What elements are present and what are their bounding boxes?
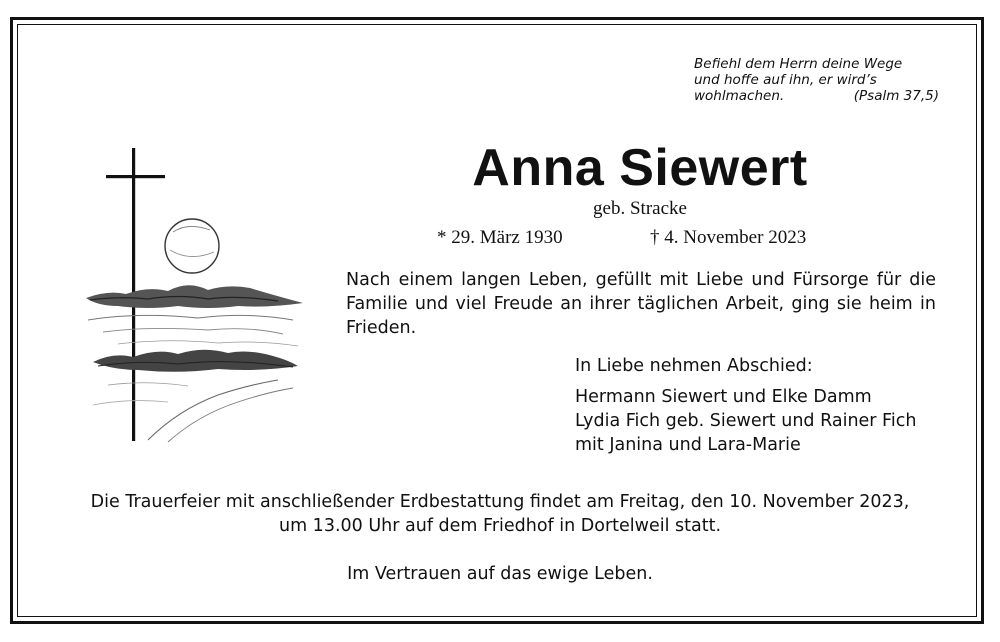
cross-landscape-icon — [78, 140, 308, 450]
birth-name: geb. Stracke — [593, 198, 687, 219]
mourner-line: mit Janina und Lara-Marie — [575, 435, 801, 455]
psalm-reference: (Psalm 37,5) — [853, 88, 939, 104]
closing-line: Im Vertrauen auf das ewige Leben. — [347, 564, 653, 584]
psalm-line-3-text: wohlmachen. — [694, 88, 785, 104]
psalm-quote — [694, 56, 939, 104]
psalm-line-1: Befiehl dem Herrn deine Wege — [694, 56, 903, 72]
funeral-line-2: um 13.00 Uhr auf dem Friedhof in Dortelweil statt. — [278, 516, 722, 536]
tribute-text: Nach einem langen Leben, gefüllt mit Liebe und Fürsorge für die Familie und viel Freude an ihrer täglichen Arbeit, ging sie heim in Frieden. — [346, 270, 936, 338]
mourner-line: Lydia Fich geb. Siewert und Rainer Fich — [575, 411, 917, 431]
mourners-block — [575, 354, 916, 457]
funeral-notice — [30, 490, 970, 538]
mourner-line: Hermann Siewert und Elke Damm — [575, 387, 872, 407]
deceased-name: Anna Siewert — [472, 139, 808, 197]
psalm-line-2: und hoffe auf ihn, er wird’s — [694, 72, 877, 88]
death-date: † 4. November 2023 — [650, 227, 807, 248]
psalm-line-3 — [694, 88, 939, 104]
birth-date: * 29. März 1930 — [437, 227, 563, 248]
funeral-line-1: Die Trauerfeier mit anschließender Erdbestattung findet am Freitag, den 10. November 2023, — [90, 492, 910, 512]
mourners-intro: In Liebe nehmen Abschied: — [575, 356, 813, 376]
